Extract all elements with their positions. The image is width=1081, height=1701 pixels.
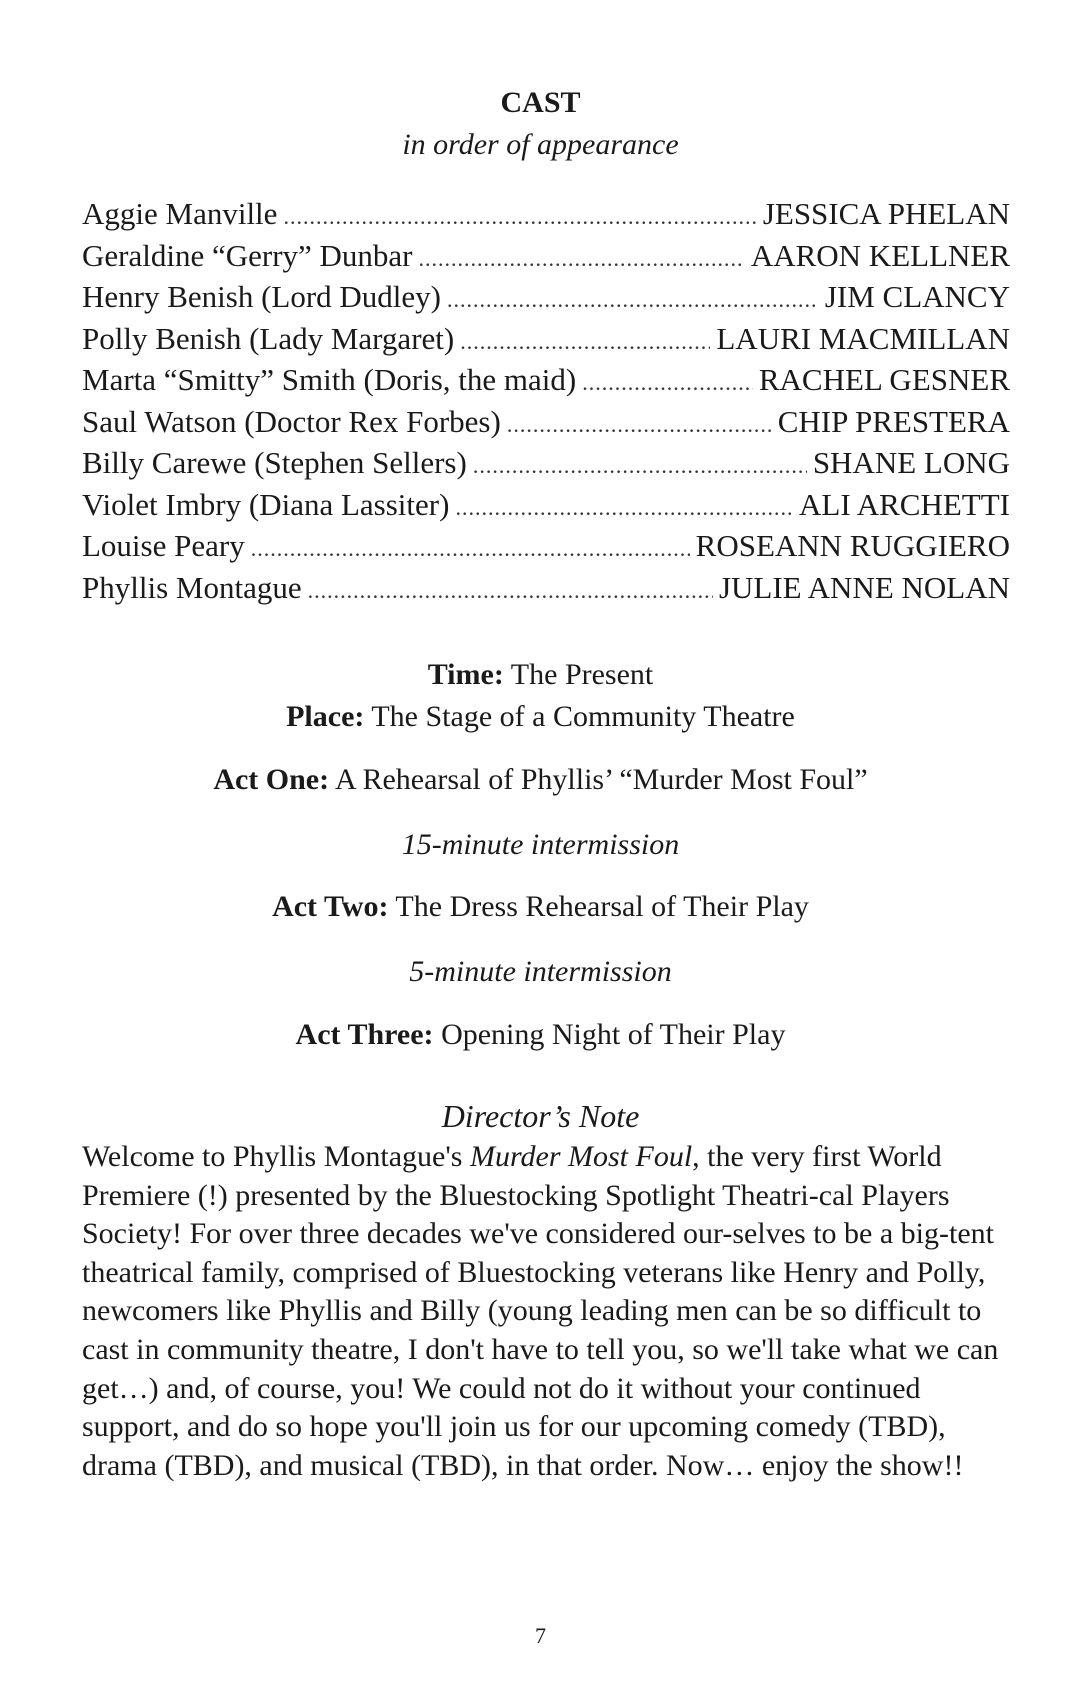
cast-actor: LAURI MACMILLAN <box>716 320 1010 356</box>
cast-role: Violet Imbry (Diana Lassiter) <box>82 486 450 522</box>
cast-list <box>82 196 1010 611</box>
dot-leader <box>582 370 753 396</box>
act-three-value: Opening Night of Their Play <box>441 1018 786 1051</box>
cast-row <box>82 321 1010 363</box>
cast-role: Billy Carewe (Stephen Sellers) <box>82 445 467 480</box>
intermission-one: 15-minute intermission <box>401 828 680 861</box>
cast-actor: JIM CLANCY <box>824 279 1010 314</box>
place-value: The Stage of a Community Theatre <box>371 700 795 733</box>
directors-note-title: Director’s Note <box>441 1098 640 1134</box>
dot-leader <box>455 495 793 521</box>
dot-leader <box>308 578 713 604</box>
cast-subheading: in order of appearance <box>402 128 679 161</box>
act-three-label: Act Three: <box>295 1018 434 1051</box>
time-line <box>0 658 1081 692</box>
place-label: Place: <box>286 700 365 733</box>
cast-actor: ROSEANN RUGGIERO <box>695 528 1010 563</box>
note-play-title: Murder Most Foul <box>469 1140 693 1173</box>
cast-row <box>82 196 1010 238</box>
cast-row <box>82 404 1010 446</box>
cast-role: Saul Watson (Doctor Rex Forbes) <box>82 403 501 439</box>
dot-leader <box>419 246 745 272</box>
cast-row <box>82 279 1010 321</box>
cast-heading: CAST <box>500 86 581 119</box>
directors-note-body <box>82 1138 1012 1485</box>
cast-role: Marta “Smitty” Smith (Doris, the maid) <box>82 362 577 397</box>
dot-leader <box>251 536 690 562</box>
cast-actor: ALI ARCHETTI <box>799 486 1010 522</box>
cast-row <box>82 487 1010 529</box>
cast-role: Geraldine “Gerry” Dunbar <box>82 237 413 273</box>
cast-role: Louise Peary <box>82 528 245 563</box>
dot-leader <box>507 412 772 438</box>
act-two-value: The Dress Rehearsal of Their Play <box>395 890 809 923</box>
page-number: 7 <box>535 1623 546 1648</box>
cast-role: Phyllis Montague <box>82 569 302 605</box>
cast-row <box>82 570 1010 612</box>
dot-leader <box>447 287 819 313</box>
cast-actor: AARON KELLNER <box>750 237 1010 273</box>
act-one-value: A Rehearsal of Phyllis’ “Murder Most Foul” <box>334 763 868 796</box>
cast-actor: JESSICA PHELAN <box>762 196 1010 231</box>
act-one-line <box>0 763 1081 797</box>
place-line <box>0 700 1081 734</box>
cast-row <box>82 528 1010 570</box>
cast-row <box>82 362 1010 404</box>
time-label: Time: <box>427 658 504 691</box>
dot-leader <box>460 329 710 355</box>
act-one-label: Act One: <box>213 763 330 796</box>
dot-leader <box>283 204 756 230</box>
cast-actor: JULIE ANNE NOLAN <box>718 569 1010 605</box>
note-text-start: Welcome to Phyllis Montague's <box>82 1140 470 1173</box>
time-value: The Present <box>510 658 654 691</box>
cast-role: Polly Benish (Lady Margaret) <box>82 320 455 356</box>
act-three-line <box>0 1018 1081 1052</box>
cast-row <box>82 445 1010 487</box>
cast-role: Henry Benish (Lord Dudley) <box>82 279 441 314</box>
note-text-rest: , the very first World Premiere (!) presented by the Bluestocking Spotlight Theatri-cal Players Society! For over three decades we've considered our-selves to be a big-tent theatrical family, comprised of Bluestocking veterans like Henry and Polly, newcomers like Phyllis and Billy (young leading men can be so difficult to cast in community theatre, I don't have to tell you, so we'll take what we can get…) and, of course, you! We could not do it without your continued support, and do so hope you'll join us for our upcoming comedy (TBD), drama (TBD), and musical (TBD), in that order. Now… enjoy the show!! <box>82 1140 999 1482</box>
act-two-label: Act Two: <box>272 890 389 923</box>
act-two-line <box>0 890 1081 924</box>
cast-row <box>82 238 1010 280</box>
cast-actor: SHANE LONG <box>812 445 1010 480</box>
intermission-two: 5-minute intermission <box>409 955 672 988</box>
cast-role: Aggie Manville <box>82 196 278 231</box>
cast-actor: CHIP PRESTERA <box>777 403 1010 439</box>
cast-actor: RACHEL GESNER <box>758 362 1010 397</box>
dot-leader <box>473 453 807 479</box>
